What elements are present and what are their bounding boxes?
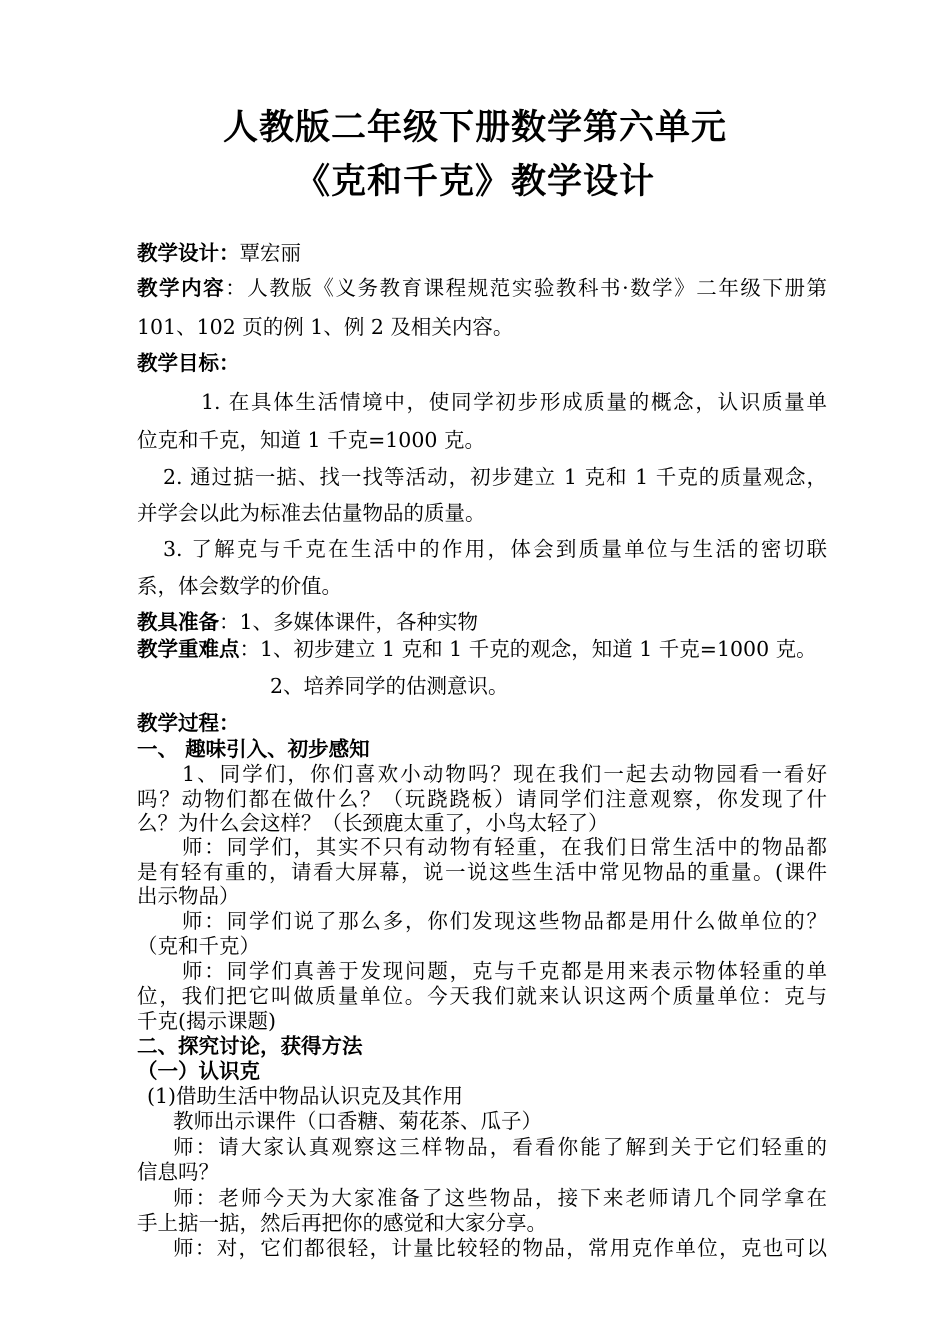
objective-2-line-2: 并学会以此为标准去估量物品的质量。 [137,501,486,525]
objective-3-line-1: 3. 了解克与千克在生活中的作用，体会到质量单位与生活的密切联 [163,537,827,561]
paragraph-line: 是有轻有重的，请看大屏幕，说一说这些生活中常见物品的重量。(课件 [137,860,827,884]
paragraph-line: 么？为什么会这样？（长颈鹿太重了，小鸟太轻了） [137,811,609,835]
objectives-heading: 教学目标： [137,351,240,375]
objective-3-line-2: 系，体会数学的价值。 [137,574,342,598]
section-1-heading: 一、 趣味引入、初步感知 [137,737,370,761]
designer-label: 教学设计： [137,241,240,265]
key-points-line-2: 2、培养同学的估测意识。 [270,674,509,698]
paragraph-line: 师：同学们真善于发现问题，克与千克都是用来表示物体轻重的单 [182,959,827,983]
tools-label: 教具准备 [137,610,219,634]
designer-value: 覃宏丽 [239,241,301,265]
section-2-heading: 二、探究讨论，获得方法 [137,1034,363,1058]
paragraph-line: 出示物品） [137,884,240,908]
tools-line [137,605,827,635]
objective-1-line-1: 1. 在具体生活情境中，使同学初步形成质量的概念，认识质量单 [201,390,827,414]
designer-line [137,236,827,266]
paragraph-line: 教师出示课件（口香糖、菊花茶、瓜子） [173,1109,542,1133]
tools-text: ：1、多媒体课件，各种实物 [219,610,479,634]
paragraph-line: 信息吗？ [137,1160,219,1184]
process-heading: 教学过程： [137,711,240,735]
paragraph-line: （克和千克） [137,934,260,958]
paragraph-line: 手上掂一掂，然后再把你的感觉和大家分享。 [137,1211,547,1235]
subsection-1-heading: （一）认识克 [137,1059,260,1083]
paragraph-line: 位，我们把它叫做质量单位。今天我们就来认识这两个质量单位：克与 [137,984,827,1008]
paragraph-line: 1、同学们，你们喜欢小动物吗？现在我们一起去动物园看一看好 [182,762,827,786]
paragraph-line: 千克(揭示课题) [137,1009,276,1033]
content-text: ：人教版《义务教育课程规范实验教科书·数学》二年级下册第 [225,276,828,300]
objective-1-line-2: 位克和千克，知道 1 千克=1000 克。 [137,428,485,452]
key-points-text: ：1、初步建立 1 克和 1 千克的观念，知道 1 千克=1000 克。 [239,637,817,661]
document-title-line2: 《克和千克》教学设计 [294,161,655,202]
paragraph-line: 师：请大家认真观察这三样物品，看看你能了解到关于它们轻重的 [173,1135,827,1159]
document-title-line1: 人教版二年级下册数学第六单元 [222,107,727,148]
paragraph-line: 师：对，它们都很轻，计量比较轻的物品，常用克作单位，克也可以 [173,1236,827,1260]
paragraph-line: 师：老师今天为大家准备了这些物品，接下来老师请几个同学拿在 [173,1186,827,1210]
paragraph-line: 师：同学们说了那么多，你们发现这些物品都是用什么做单位的？ [182,909,827,933]
paragraph-line: 师：同学们，其实不只有动物有轻重，在我们日常生活中的物品都 [182,835,827,859]
paragraph-line: 吗？动物们都在做什么？（玩跷跷板）请同学们注意观察，你发现了什 [137,787,827,811]
paragraph-line: (1)借助生活中物品认识克及其作用 [147,1084,464,1108]
objective-2-line-1: 2. 通过掂一掂、找一找等活动，初步建立 1 克和 1 千克的质量观念， [163,465,827,489]
content-label: 教学内容 [137,276,226,300]
key-points-label: 教学重难点 [137,637,240,661]
content-line [137,271,827,301]
key-points-line [137,632,827,662]
content-line-2: 101、102 页的例 1、例 2 及相关内容。 [137,315,514,339]
